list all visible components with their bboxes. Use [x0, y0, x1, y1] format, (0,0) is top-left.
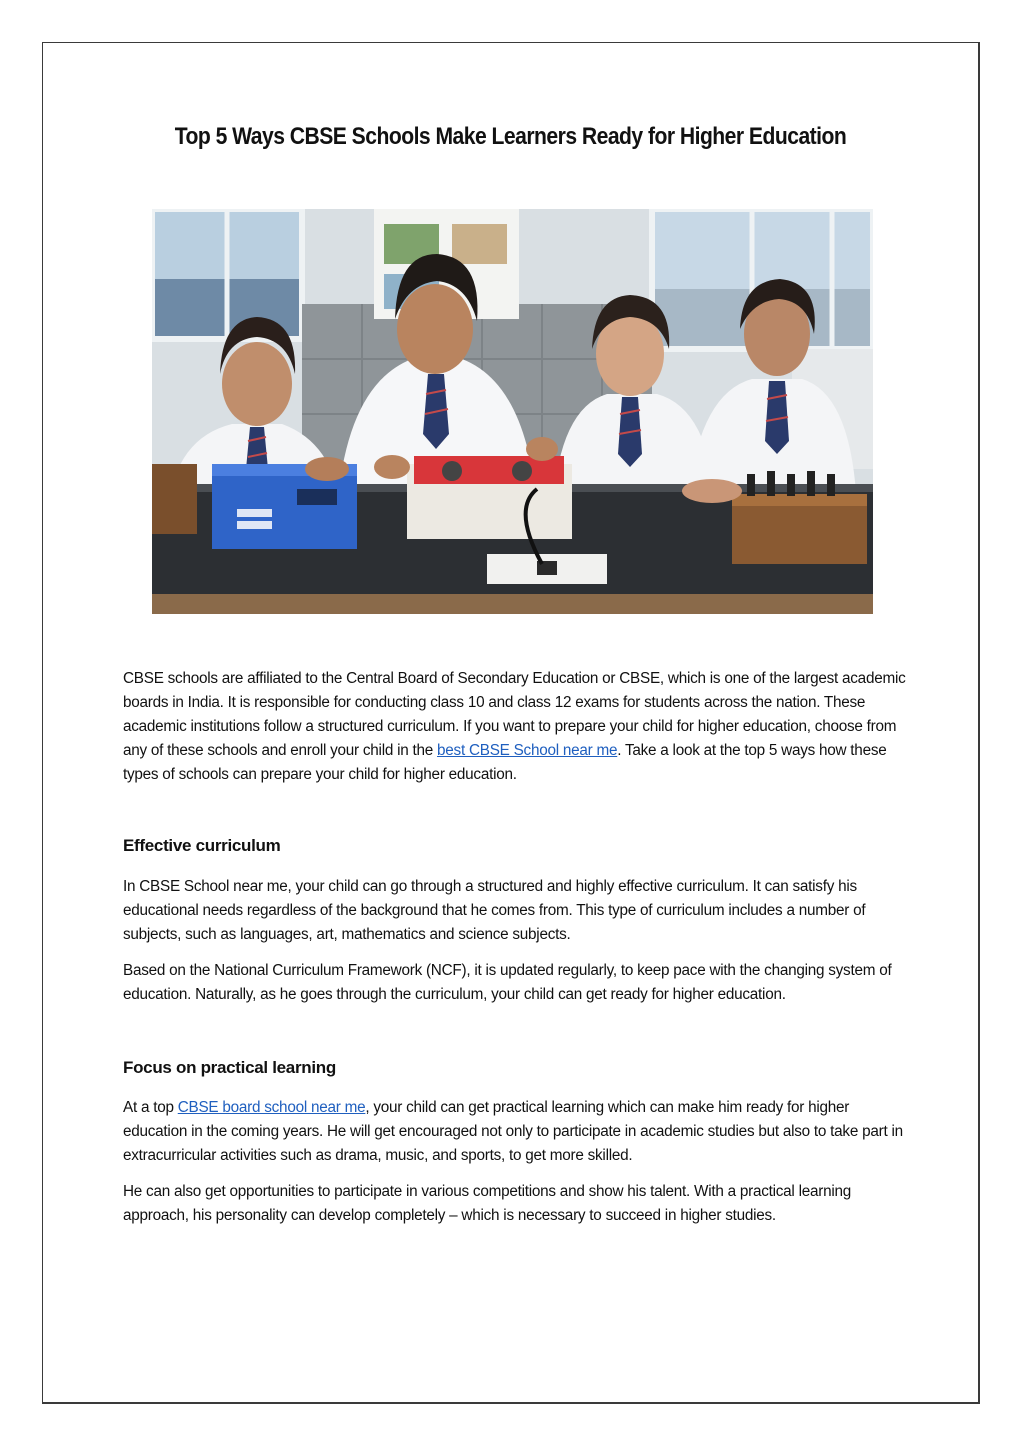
intro-paragraph	[123, 667, 913, 787]
section-heading-practical-learning: Focus on practical learning	[123, 1058, 336, 1077]
section-2-text-before: At a top	[123, 1099, 178, 1116]
document-page	[42, 42, 980, 1404]
section-1-paragraph-1	[123, 875, 913, 947]
section-2-paragraph-1	[123, 1096, 913, 1168]
section-2-text-2: He can also get opportunities to participate in various competitions and show his talent. With a practical learning approach, his personality can develop completely – which is necessary to succeed in higher studies.	[123, 1183, 852, 1224]
intro-text-after: . Take a look at the top 5 ways how these types of schools can prepare your child for higher education.	[123, 742, 887, 783]
article-title: Top 5 Ways CBSE Schools Make Learners Ready for Higher Education	[174, 123, 847, 150]
best-cbse-school-link[interactable]: best CBSE School near me	[437, 742, 618, 759]
section-1-text-1: In CBSE School near me, your child can go through a structured and highly effective curriculum. It can satisfy his educational needs regardless of the background that he comes from. This type of curriculum includes a number of subjects, such as languages, art, mathematics and science subjects.	[123, 878, 866, 943]
students-lab-photo	[152, 209, 873, 614]
intro-text-before: CBSE schools are affiliated to the Central Board of Secondary Education or CBSE, which is one of the largest academic boards in India. It is responsible for conducting class 10 and class 12 exams for students across the nation. These academic institutions follow a structured curriculum. If you want to prepare your child for higher education, choose from any of these schools and enroll your child in the	[123, 670, 906, 759]
section-2-text-after: , your child can get practical learning which can make him ready for higher education in the coming years. He will get encouraged not only to participate in academic studies but also to take part in extracurricular activities such as drama, music, and sports, to get more skilled.	[123, 1099, 903, 1164]
section-2-paragraph-2	[123, 1180, 913, 1228]
cbse-board-school-link[interactable]: CBSE board school near me	[177, 1099, 366, 1116]
section-1-text-2: Based on the National Curriculum Framework (NCF), it is updated regularly, to keep pace with the changing system of education. Naturally, as he goes through the curriculum, your child can get ready for higher education.	[123, 962, 892, 1003]
section-1-paragraph-2	[123, 959, 913, 1007]
section-heading-effective-curriculum: Effective curriculum	[123, 836, 281, 855]
